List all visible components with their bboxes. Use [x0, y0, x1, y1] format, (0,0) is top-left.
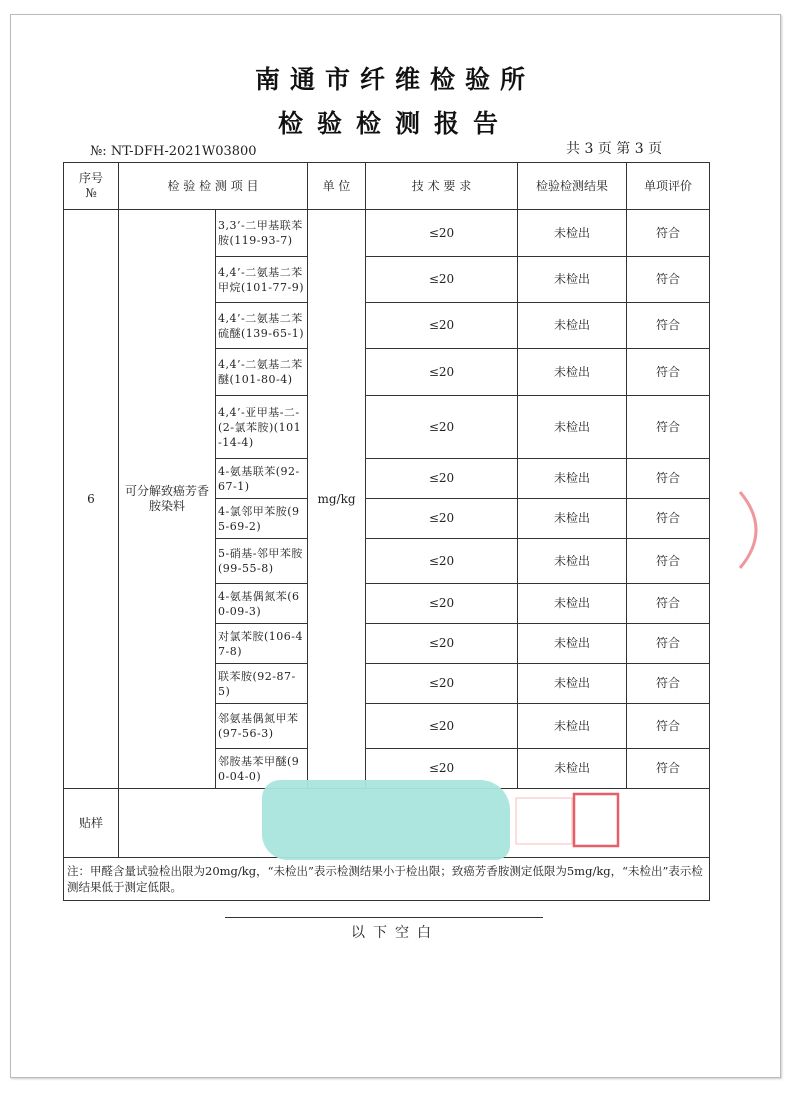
cell-requirement: ≤20 [366, 584, 518, 624]
cell-requirement: ≤20 [366, 396, 518, 459]
cell-result: 未检出 [518, 664, 627, 704]
test-item: 邻氨基偶氮甲苯(97-56-3) [216, 704, 308, 749]
table-note: 注：甲醛含量试验检出限为20mg/kg，“未检出”表示检测结果小于检出限；致癌芳香胺测定低限为5mg/kg，“未检出”表示检测结果低于测定低限。 [64, 858, 710, 901]
cell-evaluation: 符合 [627, 396, 710, 459]
redacted-sample-patch [262, 780, 510, 860]
test-item: 4,4’-亚甲基-二-(2-氯苯胺)(101-14-4) [216, 396, 308, 459]
cell-requirement: ≤20 [366, 664, 518, 704]
cell-result: 未检出 [518, 704, 627, 749]
cell-result: 未检出 [518, 539, 627, 584]
header-seq: 序号 № [64, 163, 119, 210]
test-item: 4-氨基偶氮苯(60-09-3) [216, 584, 308, 624]
cell-requirement: ≤20 [366, 624, 518, 664]
cell-evaluation: 符合 [627, 584, 710, 624]
test-item: 4,4’-二氨基二苯醚(101-80-4) [216, 349, 308, 396]
cell-requirement: ≤20 [366, 349, 518, 396]
header-item: 检 验 检 测 项 目 [119, 163, 308, 210]
header-unit: 单 位 [308, 163, 366, 210]
page-seal-edge [730, 490, 780, 570]
test-item: 5-硝基-邻甲苯胺(99-55-8) [216, 539, 308, 584]
test-item: 邻胺基苯甲醚(90-04-0) [216, 749, 308, 789]
page-info: 共 3 页 第 3 页 [566, 141, 663, 157]
cell-evaluation: 符合 [627, 459, 710, 499]
cell-result: 未检出 [518, 396, 627, 459]
cell-evaluation: 符合 [627, 257, 710, 303]
group-name: 可分解致癌芳香胺染料 [119, 210, 216, 789]
header-evaluation: 单项评价 [627, 163, 710, 210]
cell-evaluation: 符合 [627, 303, 710, 349]
cell-evaluation: 符合 [627, 749, 710, 789]
note-row [64, 858, 710, 901]
header-result: 检验检测结果 [518, 163, 627, 210]
cell-requirement: ≤20 [366, 749, 518, 789]
cell-result: 未检出 [518, 210, 627, 257]
test-item: 对氯苯胺(106-47-8) [216, 624, 308, 664]
cell-result: 未检出 [518, 749, 627, 789]
report-number: №: NT-DFH-2021W03800 [90, 144, 257, 159]
cell-requirement: ≤20 [366, 303, 518, 349]
cell-evaluation: 符合 [627, 210, 710, 257]
cell-result: 未检出 [518, 624, 627, 664]
row-seq: 6 [64, 210, 119, 789]
cell-evaluation: 符合 [627, 624, 710, 664]
cell-requirement: ≤20 [366, 210, 518, 257]
institute-title: 南通市纤维检验所 [254, 65, 535, 94]
cell-evaluation: 符合 [627, 704, 710, 749]
blank-divider [225, 917, 543, 918]
cell-evaluation: 符合 [627, 349, 710, 396]
unit: mg/kg [308, 210, 366, 789]
cell-result: 未检出 [518, 584, 627, 624]
cell-result: 未检出 [518, 257, 627, 303]
cell-evaluation: 符合 [627, 499, 710, 539]
end-of-report-text: 以下空白 [351, 925, 439, 941]
cell-requirement: ≤20 [366, 257, 518, 303]
test-item: 4-氯邻甲苯胺(95-69-2) [216, 499, 308, 539]
test-item: 联苯胺(92-87-5) [216, 664, 308, 704]
cell-result: 未检出 [518, 303, 627, 349]
sample-label: 贴样 [64, 789, 119, 858]
cell-requirement: ≤20 [366, 499, 518, 539]
header-requirement: 技 术 要 求 [366, 163, 518, 210]
table-row [64, 210, 710, 257]
official-stamp-fragment [512, 788, 622, 852]
cell-result: 未检出 [518, 459, 627, 499]
cell-requirement: ≤20 [366, 704, 518, 749]
test-item: 4,4’-二氨基二苯硫醚(139-65-1) [216, 303, 308, 349]
test-item: 3,3’-二甲基联苯胺(119-93-7) [216, 210, 308, 257]
cell-evaluation: 符合 [627, 664, 710, 704]
test-item: 4-氨基联苯(92-67-1) [216, 459, 308, 499]
test-item: 4,4’-二氨基二苯甲烷(101-77-9) [216, 257, 308, 303]
cell-result: 未检出 [518, 349, 627, 396]
table-header-row [64, 163, 710, 210]
cell-requirement: ≤20 [366, 539, 518, 584]
cell-requirement: ≤20 [366, 459, 518, 499]
report-title: 检验检测报告 [277, 109, 512, 138]
cell-result: 未检出 [518, 499, 627, 539]
cell-evaluation: 符合 [627, 539, 710, 584]
